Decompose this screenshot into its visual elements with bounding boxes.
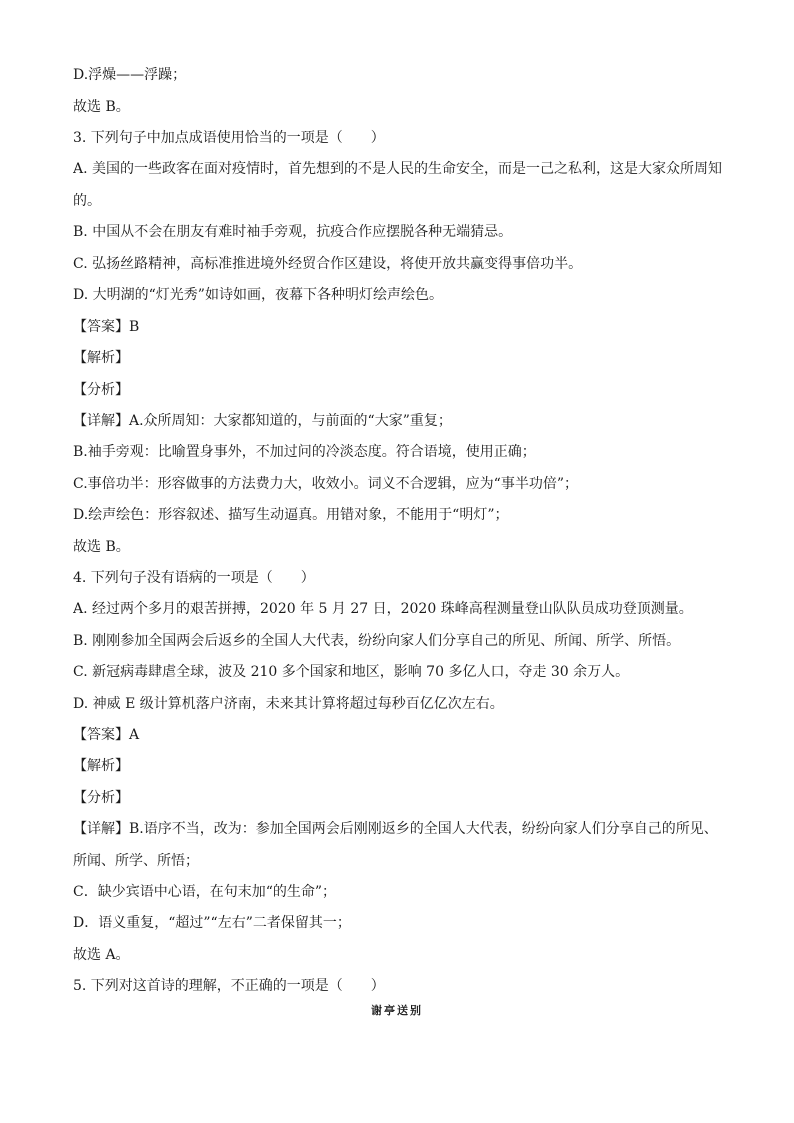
detail-line: 所闻、所学、所悟； <box>73 853 199 869</box>
question-5-stem: 5. 下列对这首诗的理解，不正确的一项是（ ） <box>73 978 385 994</box>
conclusion-line: 故选 B。 <box>73 539 130 555</box>
question-4-stem: 4. 下列句子没有语病的一项是（ ） <box>73 570 315 586</box>
poem-title: 谢亭送别 <box>371 1004 423 1017</box>
answer-label: 【答案】B <box>73 319 140 335</box>
question-3-option-b: B. 中国从不会在朋友有难时袖手旁观，抗疫合作应摆脱各种无端猜忌。 <box>73 224 513 240</box>
question-4-option-c: C. 新冠病毒肆虐全球，波及 210 多个国家和地区，影响 70 多亿人口，夺走 30 余万人。 <box>73 664 630 680</box>
breakdown-label: 【分析】 <box>73 382 129 398</box>
analysis-label: 【解析】 <box>73 350 129 366</box>
detail-line: 【详解】B.语序不当，改为：参加全国两会后刚刚返乡的全国人大代表，纷纷向家人们分享自己的所见、 <box>73 821 718 837</box>
detail-line: C.事倍功半：形容做事的方法费力大，收效小。词义不合逻辑，应为“事半功倍”； <box>73 476 578 492</box>
breakdown-label: 【分析】 <box>73 790 129 806</box>
question-3-option-d: D. 大明湖的“灯光秀”如诗如画，夜幕下各种明灯绘声绘色。 <box>73 287 443 303</box>
detail-line: B.袖手旁观：比喻置身事外，不加过问的冷淡态度。符合语境，使用正确； <box>73 444 536 460</box>
text-line: D.浮燥——浮躁； <box>73 67 187 83</box>
detail-line: 【详解】A.众所周知：大家都知道的，与前面的“大家”重复； <box>73 413 452 429</box>
detail-line: D．语义重复，“超过”“左右”二者保留其一； <box>73 915 351 931</box>
detail-line: C．缺少宾语中心语，在句末加“的生命”； <box>73 884 337 900</box>
text-line: 故选 B。 <box>73 99 130 115</box>
conclusion-line: 故选 A。 <box>73 947 130 963</box>
analysis-label: 【解析】 <box>73 758 129 774</box>
question-4-option-a: A. 经过两个多月的艰苦拼搏，2020 年 5 月 27 日，2020 珠峰高程测量登山队队员成功登顶测量。 <box>73 601 693 617</box>
detail-line: D.绘声绘色：形容叙述、描写生动逼真。用错对象，不能用于“明灯”； <box>73 507 509 523</box>
question-3-stem: 3. 下列句子中加点成语使用恰当的一项是（ ） <box>73 130 385 146</box>
question-4-option-d: D. 神威 E 级计算机落户济南，未来其计算将超过每秒百亿亿次左右。 <box>73 696 504 712</box>
question-3-option-a: A. 美国的一些政客在面对疫情时，首先想到的不是人民的生命安全，而是一己之私利，这是大家众所周知 <box>73 161 723 177</box>
question-3-option-c: C. 弘扬丝路精神，高标准推进境外经贸合作区建设，将使开放共赢变得事倍功半。 <box>73 256 583 272</box>
question-4-option-b: B. 刚刚参加全国两会后返乡的全国人大代表，纷纷向家人们分享自己的所见、所闻、所学、所悟。 <box>73 633 681 649</box>
question-3-option-a-cont: 的。 <box>73 193 101 209</box>
answer-label: 【答案】A <box>73 727 140 743</box>
